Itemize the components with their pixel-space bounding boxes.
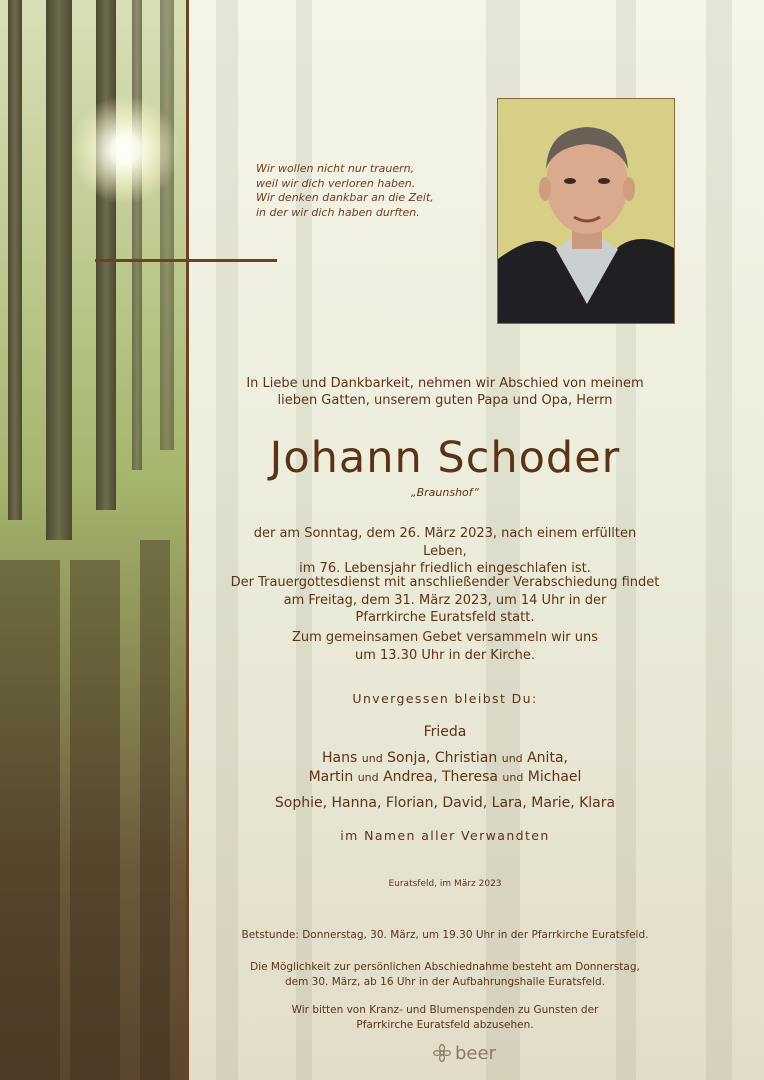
forest-image: [0, 0, 186, 1080]
spouse-name: Frieda: [423, 724, 467, 740]
place-date: Euratsfeld, im März 2023: [388, 879, 502, 889]
betstunde-info: Betstunde: Donnerstag, 30. März, um 19.30 Uhr in der Pfarrkirche Euratsfeld.: [241, 929, 649, 941]
funeral-home-logo: [432, 1040, 512, 1066]
cross-vertical: [186, 0, 189, 1080]
portrait-photo: [497, 98, 675, 324]
memorial-verse: Wir wollen nicht nur trauern, weil wir dich verloren haben. Wir denken dankbar an die Zeit, in der wir dich haben durften.: [256, 162, 434, 219]
intro-text: In Liebe und Dankbarkeit, nehmen wir Abschied von meinem lieben Gatten, unserem guten Papa und Opa, Herrn: [246, 376, 644, 408]
farewell-info: Die Möglichkeit zur persönlichen Abschiednahme besteht am Donnerstag, dem 30. März, ab 16 Uhr in der Aufbahrungshalle Euratsfeld.: [250, 961, 640, 988]
prayer-info: Zum gemeinsamen Gebet versammeln wir uns um 13.30 Uhr in der Kirche.: [291, 630, 599, 663]
death-notice: der am Sonntag, dem 26. März 2023, nach einem erfüllten Leben, im 76. Lebensjahr friedlich eingeschlafen ist.: [253, 526, 637, 576]
relatives-line: im Namen aller Verwandten: [340, 828, 550, 843]
nickname: „Braunshof“: [410, 486, 480, 499]
children-list: Hans und Sonja, Christian und Anita, Martin und Andrea, Theresa und Michael: [308, 750, 582, 785]
funeral-service-info: Der Trauergottesdienst mit anschließender Verabschiedung findet am Freitag, dem 31. März 2023, um 14 Uhr in der Pfarrkirche Euratsfeld statt.: [230, 575, 660, 625]
sun-glow: [70, 95, 180, 205]
flower-icon: [432, 1043, 452, 1063]
logo-text: beer: [455, 1042, 496, 1064]
cross-horizontal: [95, 259, 277, 262]
unvergessen-heading: Unvergessen bleibst Du:: [352, 691, 538, 706]
deceased-name: Johann Schoder: [269, 433, 621, 483]
grandchildren-list: Sophie, Hanna, Florian, David, Lara, Marie, Klara: [274, 795, 616, 811]
donation-notice: Wir bitten von Kranz- und Blumenspenden zu Gunsten der Pfarrkirche Euratsfeld abzusehen.: [291, 1004, 599, 1031]
